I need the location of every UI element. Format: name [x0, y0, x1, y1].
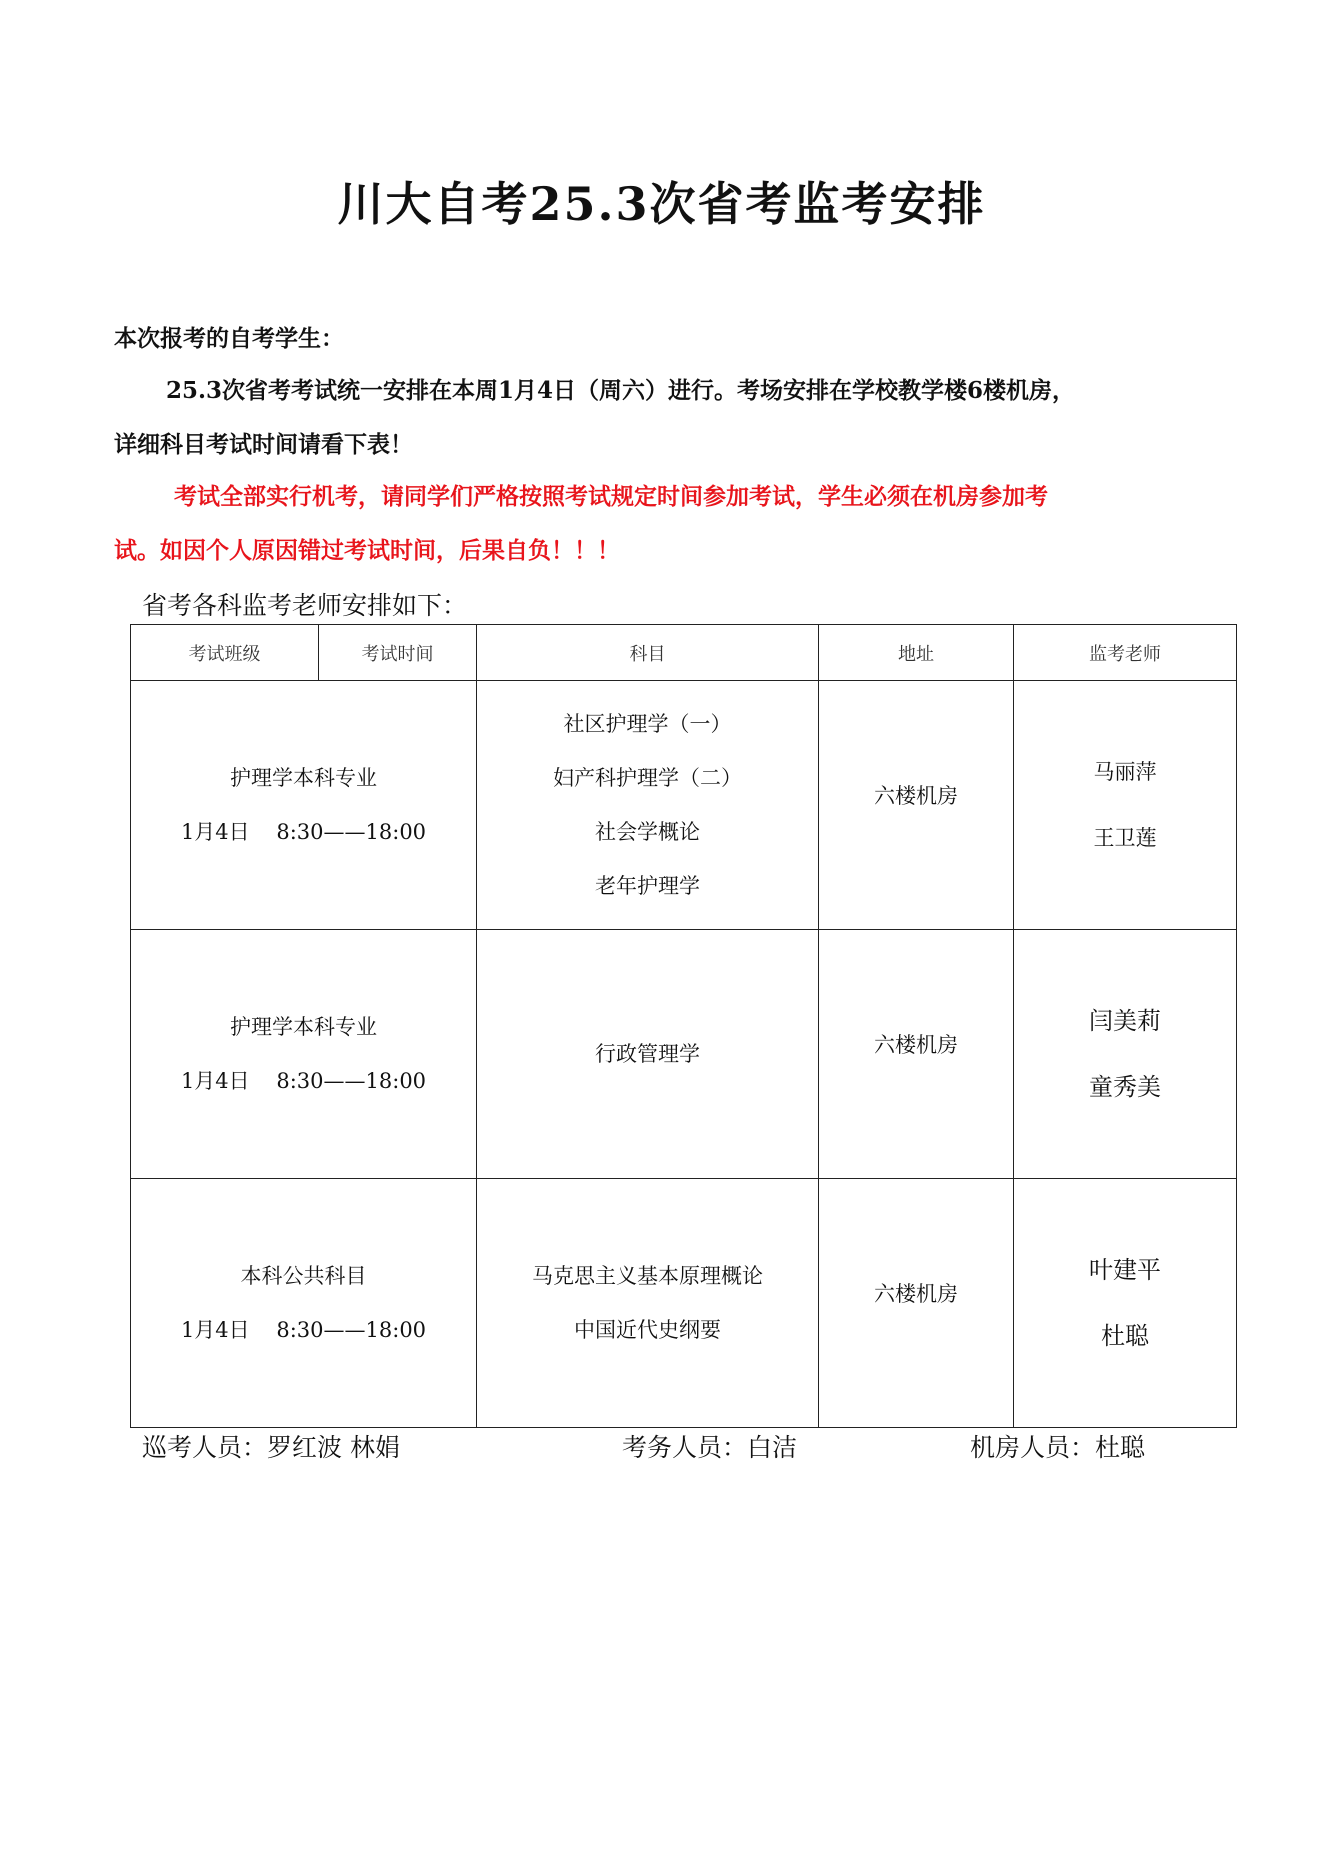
- exam-affairs-staff: 考务人员：白洁: [622, 1433, 798, 1462]
- address: 六楼机房: [874, 1033, 958, 1057]
- address-cell: [819, 1179, 1014, 1428]
- table-row: [131, 1179, 1237, 1428]
- exam-time: 1月4日 8:30——18:00: [180, 1069, 427, 1093]
- subject: 马克思主义基本原理概论: [532, 1264, 763, 1288]
- class-time-cell: [131, 1179, 477, 1428]
- address: 六楼机房: [874, 1282, 958, 1306]
- patrol-staff: 巡考人员：罗红波 林娟: [142, 1433, 400, 1462]
- notice-line-1: 25.3次省考考试统一安排在本周1月4日（周六）进行。考场安排在学校教学楼6楼机房，: [166, 377, 1076, 404]
- header-subject: 科目: [477, 625, 819, 681]
- teachers-cell: [1014, 681, 1237, 930]
- invigilation-table: [130, 624, 1237, 1428]
- address-cell: [819, 681, 1014, 930]
- header-teachers: 监考老师: [1014, 625, 1237, 681]
- teacher: 杜聪: [1101, 1322, 1149, 1350]
- teacher: 马丽萍: [1093, 760, 1157, 784]
- teacher: 叶建平: [1089, 1256, 1161, 1284]
- teacher: 王卫莲: [1093, 826, 1157, 850]
- greeting: 本次报考的自考学生：: [114, 325, 344, 352]
- header-time: 考试时间: [319, 625, 477, 681]
- warning-line-2: 试。如因个人原因错过考试时间，后果自负！！！: [114, 537, 620, 564]
- teachers-cell: [1014, 1179, 1237, 1428]
- header-class: 考试班级: [131, 625, 319, 681]
- subject: 中国近代史纲要: [574, 1318, 721, 1342]
- subject: 社会学概论: [595, 820, 700, 844]
- teachers-cell: [1014, 930, 1237, 1179]
- exam-time: 1月4日 8:30——18:00: [180, 820, 427, 844]
- class-time-cell: [131, 930, 477, 1179]
- subject: 行政管理学: [595, 1042, 700, 1066]
- notice-line-2: 详细科目考试时间请看下表！: [114, 431, 413, 458]
- address: 六楼机房: [874, 784, 958, 808]
- table-row: [131, 930, 1237, 1179]
- computer-room-staff: 机房人员：杜聪: [970, 1433, 1146, 1462]
- class-name: 本科公共科目: [240, 1264, 367, 1288]
- warning-line-1: 考试全部实行机考，请同学们严格按照考试规定时间参加考试，学生必须在机房参加考: [174, 483, 1048, 510]
- subject: 妇产科护理学（二）: [553, 766, 742, 790]
- subjects-cell: [477, 930, 819, 1179]
- exam-time: 1月4日 8:30——18:00: [180, 1318, 427, 1342]
- class-name: 护理学本科专业: [230, 1015, 377, 1039]
- teacher: 童秀美: [1089, 1073, 1161, 1101]
- table-header-row: [131, 625, 1237, 681]
- subjects-cell: [477, 681, 819, 930]
- address-cell: [819, 930, 1014, 1179]
- table-row: [131, 681, 1237, 930]
- class-name: 护理学本科专业: [230, 766, 377, 790]
- page-title: 川大自考25.3次省考监考安排: [337, 177, 986, 231]
- header-address: 地址: [819, 625, 1014, 681]
- warning-notice: [114, 470, 1229, 578]
- subject: 老年护理学: [595, 874, 700, 898]
- teacher: 闫美莉: [1089, 1007, 1161, 1035]
- notice-body: [114, 364, 1224, 472]
- subjects-cell: [477, 1179, 819, 1428]
- class-time-cell: [131, 681, 477, 930]
- subject: 社区护理学（一）: [563, 712, 732, 736]
- table-intro: 省考各科监考老师安排如下：: [142, 591, 468, 620]
